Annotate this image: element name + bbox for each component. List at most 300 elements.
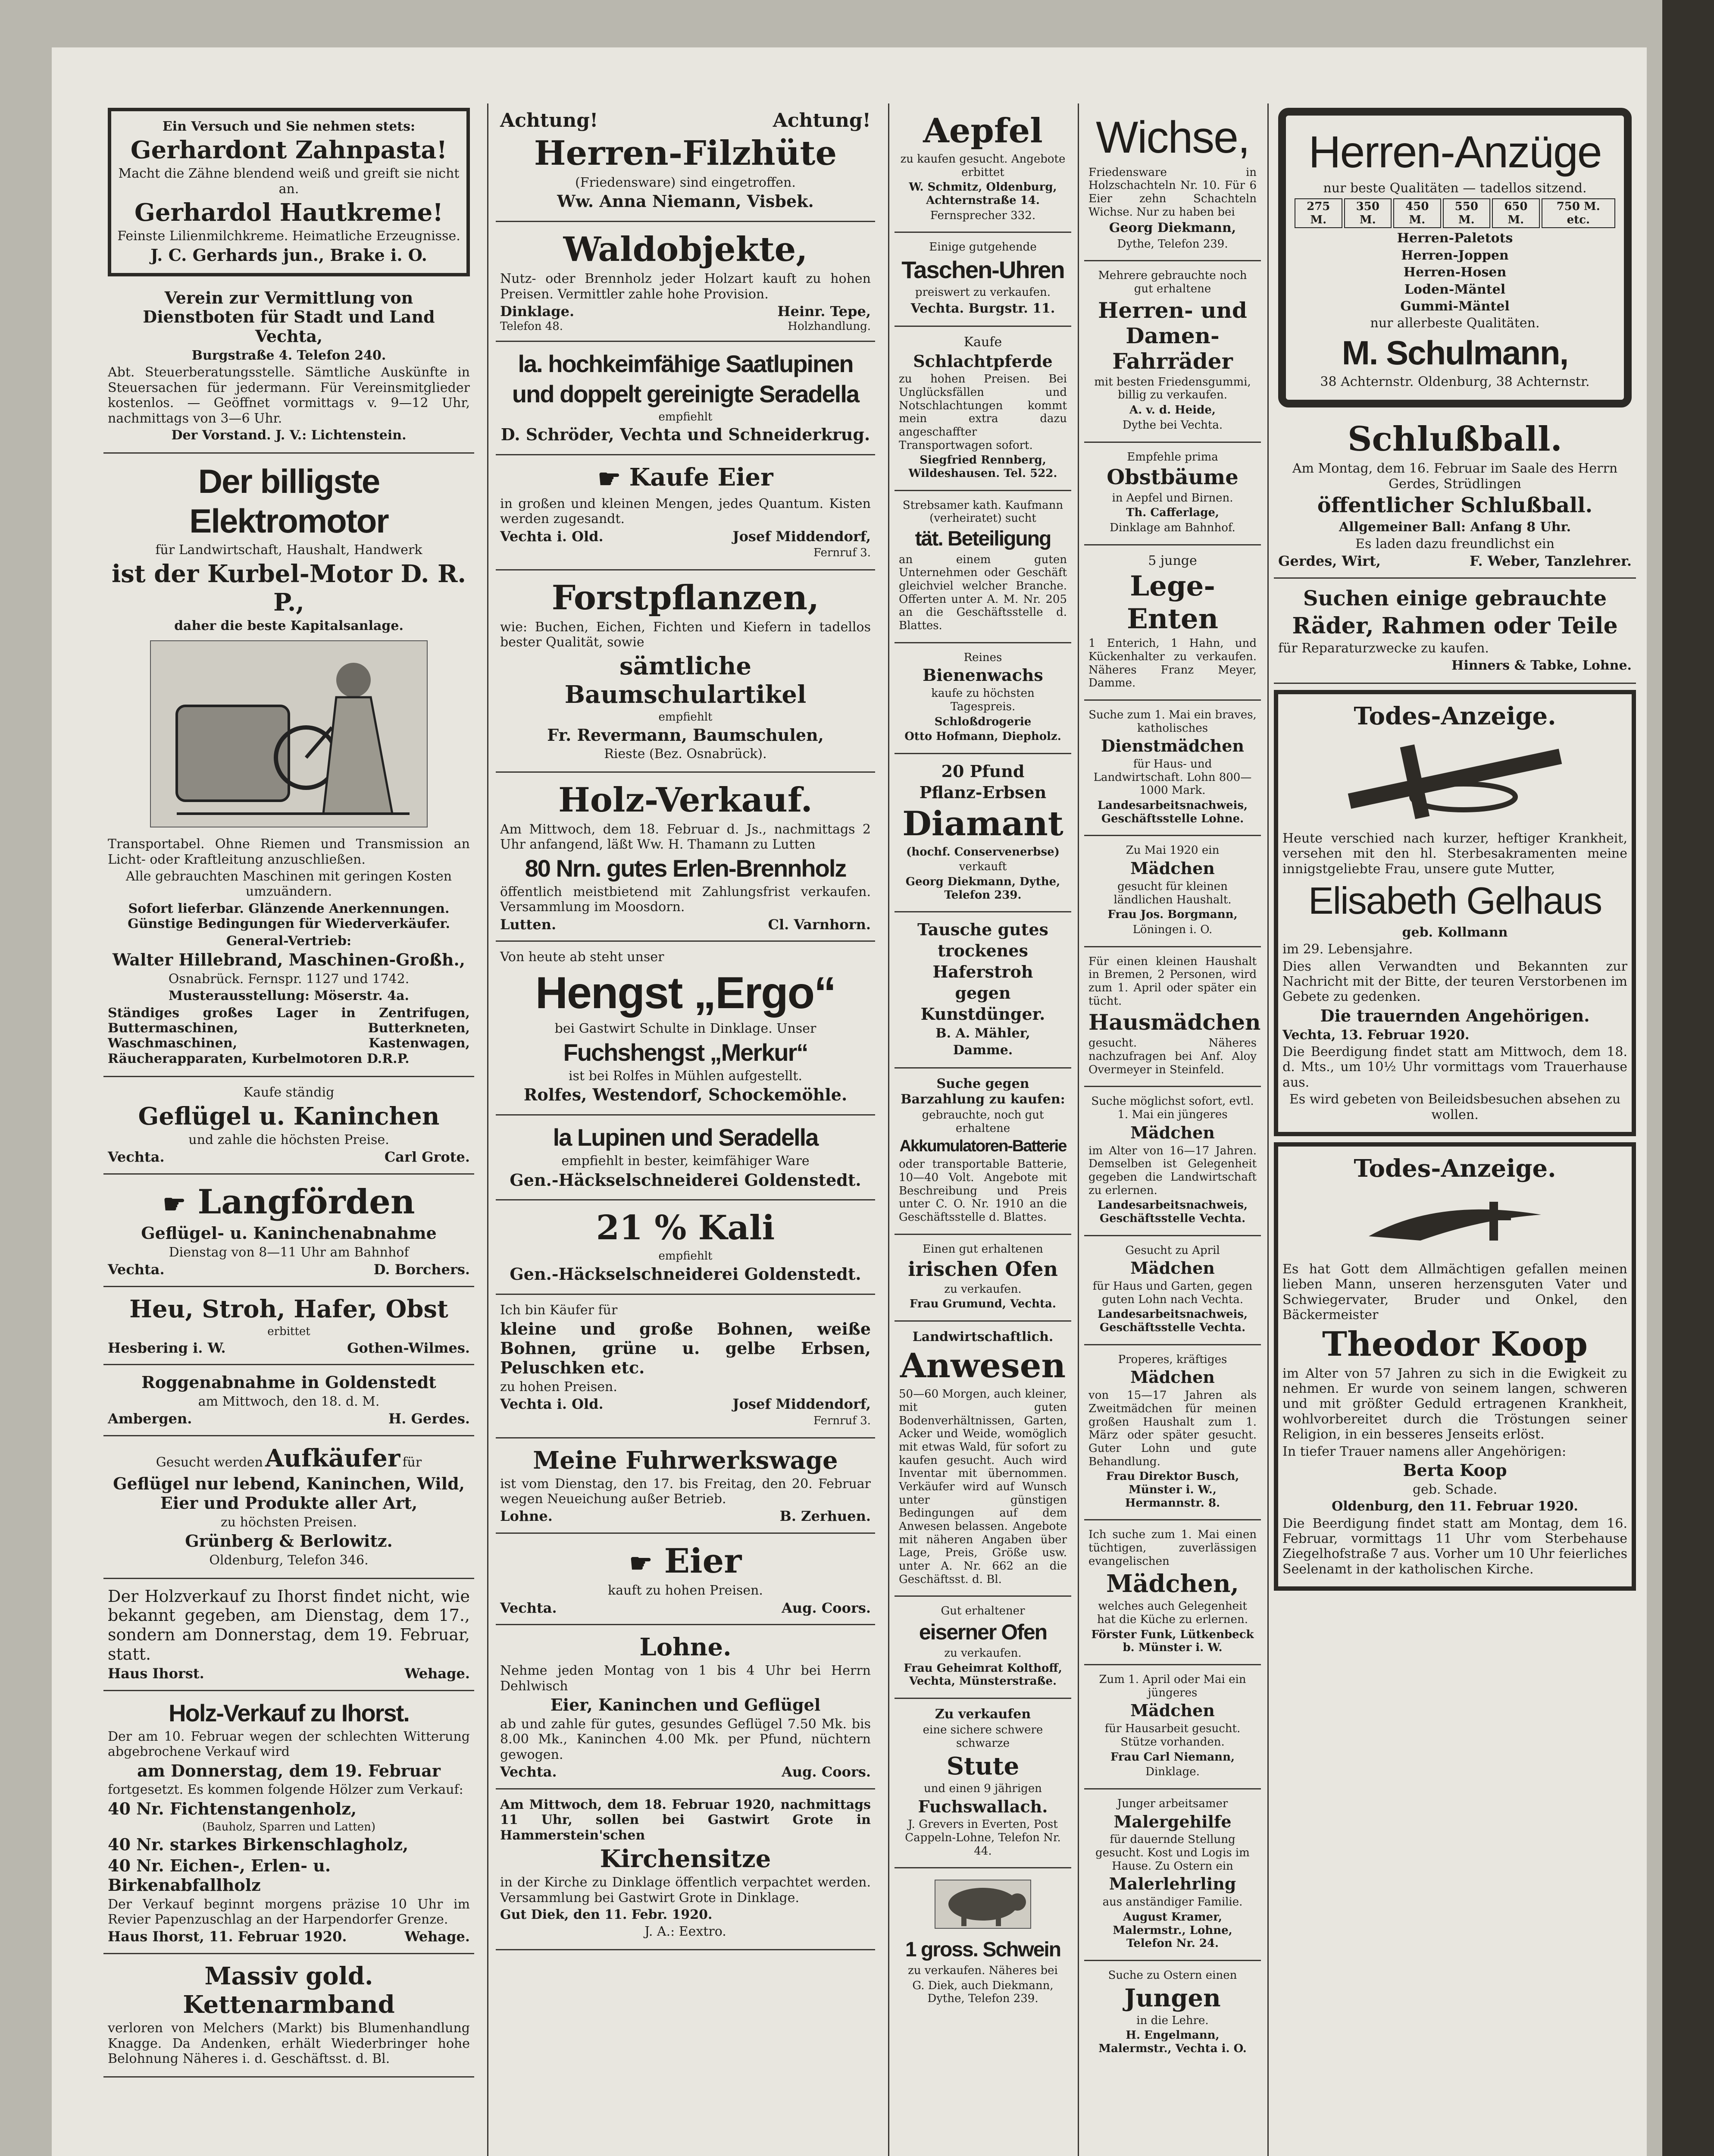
ad-text: Feinste Lilienmilchkreme. Heimatliche Erzeugnisse. [117,229,460,244]
ad-headline: Holz-Verkauf. [558,780,813,820]
ad-text: welches auch Gelegenheit hat die Küche zu erlernen. [1097,1600,1248,1626]
ad-text: Von heute ab steht unser [500,950,664,965]
ad-firm: Josef Middendorf, [732,528,871,545]
ad-headline: Lohne. [639,1633,732,1662]
ad-text: General-Vertrieb: [226,933,352,949]
ad-raeder-rahmen [1274,579,1636,684]
ad-text: am Donnerstag, dem 19. Februar [137,1761,441,1780]
ad-firm: Otto Hofmann, Diepholz. [904,730,1061,743]
ad-headline: la. hochkeimfähige Saatlupinen [518,350,853,378]
ad-waldobjekte [496,222,875,342]
ad-text: (Bauholz, Sparren und Latten) [202,1820,375,1833]
ad-wichse [1084,103,1261,261]
ad-text: im 29. Lebensjahre. [1282,942,1413,957]
ad-headline: Massiv gold. Kettenarmband [183,1962,395,2019]
ad-headline: Lege-Enten [1126,570,1219,635]
ad-text: Am Montag, dem 16. Februar im Saale des Herrn Gerdes, Strüdlingen [1292,461,1618,492]
motor-woman-illustration [150,640,428,827]
ad-headline: Meine Fuhrwerkswage [533,1446,838,1475]
ad-text: (Friedensware) sind eingetroffen. [575,175,796,190]
ad-text: Zu verkaufen [935,1707,1031,1722]
pointing-hand-icon: ☛ [629,1548,653,1579]
ad-headline: Aepfel [923,111,1043,150]
ad-text: Eier, Kaninchen und Geflügel [550,1695,821,1715]
ad-text: kleine und große Bohnen, weiße Bohnen, grüne u. gelbe Erbsen, Peluschken etc. [500,1319,871,1377]
ad-place: Vechta. [500,1764,557,1780]
ad-headline: Räder, Rahmen oder Teile [1292,612,1618,639]
page-edge-shadow [1662,0,1714,2156]
ad-headline: la Lupinen und Seradella [553,1124,818,1151]
ad-headline: Jungen [1124,1984,1221,2012]
ad-place: Vechta. [500,1599,557,1616]
ad-text: zu verkaufen. [944,1647,1022,1660]
ad-text: für Landwirtschaft, Haushalt, Handwerk [155,542,422,558]
ad-headline: ist der Kurbel-Motor D. R. P., [111,559,466,617]
ad-lege-enten [1084,545,1261,701]
ad-text: Fernruf 3. [813,546,871,560]
ad-place: Vechta. [108,1261,165,1278]
ad-firm: W. Schmitz, Oldenburg, Achternstraße 14. [909,181,1057,207]
ad-firm: Fr. Revermann, Baumschulen, [547,725,824,745]
ad-bohnen-kaeufer [496,1295,875,1438]
ad-text: Löningen i. O. [1132,923,1213,936]
ad-firm: Förster Funk, Lütkenbeck b. Münster i. W. [1091,1628,1254,1655]
ad-maedchen-busch [1084,1345,1261,1521]
ad-schlussball [1274,412,1636,579]
ad-text: Gut Diek, den 11. Febr. 1920. [500,1907,713,1922]
ad-headline: Diamant [902,804,1063,843]
ad-firm: Vechta. Burgstr. 11. [910,301,1055,316]
ad-firm: Frau Jos. Borgmann, [1107,908,1238,921]
ad-text: Oldenburg, den 11. Februar 1920. [1332,1499,1578,1514]
ad-place: Dinklage. [500,303,575,320]
ad-text: ab und zahle für gutes, gesundes Geflügel 7.50 Mk. bis 8.00 Mk., Kaninchen 4.00 Mk. per Pfund, nüchtern gewogen. [500,1717,871,1762]
ad-text: 1 Enterich, 1 Hahn, und Kückenhalter zu verkaufen. Näheres Franz Meyer, Damme. [1088,637,1257,690]
ad-text: Ständiges großes Lager in Zentrifugen, Buttermaschinen, Butterkneten, Waschmaschinen, Kastenwagen, Räucherapparaten, Kurbelmotoren D.R.P. [108,1005,470,1066]
ad-text: wie: Buchen, Eichen, Fichten und Kiefern in tadellos bester Qualität, sowie [500,620,871,650]
ad-text: Der Verkauf beginnt morgens präzise 10 Uhr im Revier Papenzuschlag an der Harpendorfer Grenze. [108,1896,470,1927]
ad-list-item: Herren-Joppen [1401,248,1509,263]
ad-text: Die Beerdigung findet statt am Montag, dem 16. Februar, vormittags 11 Uhr vom Sterbehause Ziegelhofstraße 7 aus. Vorher um 10 Uhr feierliches Seelenamt in der katholischen Kirche. [1282,1516,1627,1577]
ad-aepfel [895,103,1071,233]
ad-text: gebrauchte, noch gut erhaltene [922,1109,1044,1135]
ad-forstpflanzen [496,570,875,773]
ad-text: empfiehlt [658,410,713,423]
ad-text: Ich bin Käufer für [500,1302,618,1318]
ad-headline: 80 Nrn. gutes Erlen-Brennholz [525,854,846,882]
price-tag: 275 M. [1295,198,1342,228]
ad-place: Vechta i. Old. [500,1396,604,1413]
ad-headline: Forstpflanzen, [551,578,819,617]
ad-firm: Rolfes, Westendorf, Schockemöhle. [523,1085,848,1105]
ad-firm: Josef Middendorf, [732,1396,871,1413]
ad-text: gegen [955,983,1011,1003]
ad-headline: Herren- und Damen-Fahrräder [1098,297,1247,374]
ad-text: Osnabrück. Fernspr. 1127 und 1742. [168,971,410,987]
ad-list-item: 40 Nr. starkes Birkenschlagholz, [108,1835,409,1855]
ad-headline: Verein zur Vermittlung von Dienstboten für Stadt und Land Vechta, [143,288,435,346]
ad-text: Die trauernden Angehörigen. [1320,1006,1590,1025]
ad-firm: Grünberg & Berlowitz. [185,1531,393,1551]
ad-text: aus anständiger Familie. [1102,1896,1243,1909]
ad-text: für Haus und Garten, gegen guten Lohn nach Vechta. [1092,1280,1253,1306]
ad-text: nur allerbeste Qualitäten. [1370,316,1540,331]
ad-headline: Schlachtpferde [913,351,1053,371]
column-rule [487,103,488,2156]
ad-holzverkauf-notice [103,1579,474,1691]
ad-text: Mehrere gebrauchte noch gut erhaltene [1098,269,1247,296]
ad-firm: Frau Grumund, Vechta. [910,1297,1056,1311]
ad-firm: Landesarbeitsnachweis, Geschäftsstelle Lohne. [1097,799,1248,825]
ad-headline: Gerhardol Hautkreme! [134,198,443,227]
ad-text: Fernsprecher 332. [930,209,1036,222]
column-5 [1274,103,1636,1597]
ad-firm: Gen.-Häckselschneiderei Goldenstedt. [510,1264,861,1284]
ad-text: in Aepfel und Birnen. [1112,491,1233,505]
ad-text: erbittet [267,1325,310,1338]
ad-headline: Hengst „Ergo“ [535,968,836,1018]
ad-text: zu hohen Preisen. Bei Unglücksfällen und Notschlachtungen kommt mein extra dazu angeschaffter Transportwagen sofort. [899,373,1067,452]
ad-text: Telefon 48. [500,320,563,333]
ad-list-item: Loden-Mäntel [1404,282,1506,297]
ad-text: Schloßdrogerie [934,715,1032,728]
ad-text: Für einen kleinen Haushalt in Bremen, 2 Personen, wird zum 1. April oder später ein tücht. [1088,955,1257,1008]
ad-headline: Achtung! [500,110,598,132]
ad-text: Tausche gutes [917,920,1048,940]
ad-headline: Haferstroh [932,962,1033,982]
ad-text: verkauft [959,860,1007,874]
ad-text: Einen gut erhaltenen [923,1242,1043,1256]
ad-text: für Haus- und Landwirtschaft. Lohn 800—1000 Mark. [1093,758,1252,797]
price-tag: 750 M. etc. [1542,198,1615,228]
ad-text: Ich suche zum 1. Mai einen tüchtigen, zuverlässigen evangelischen [1088,1528,1257,1568]
ad-list-item: Herren-Paletots [1397,231,1513,246]
ad-place: Lohne. [500,1508,553,1525]
ad-firm: Gen.-Häckselschneiderei Goldenstedt. [510,1170,861,1190]
ad-text: verloren von Melchers (Markt) bis Blumenhandlung Knagge. Da Andenken, erhält Wiederbringer hohe Belohnung Näheres i. d. Geschäftsst. d. Bl. [108,2021,470,2067]
ad-obstbaeume [1084,443,1261,545]
ad-firm: H. Gerdes. [388,1410,470,1427]
ad-text: Der Holzverkauf zu Ihorst findet nicht, wie bekannt gegeben, am Dienstag, dem 17., sondern am Donnerstag, dem 19. Februar, statt. [108,1586,470,1664]
ad-text: zu verkaufen. [944,1282,1022,1296]
ad-text: Abt. Steuerberatungsstelle. Sämtliche Auskünfte in Steuersachen für jedermann. Für Vereinsmitglieder kostenlos. — Geöffnet vormittags v. 9—12 Uhr, nachmittags von 3—6 Uhr. [108,365,470,426]
ad-firm: Heinr. Tepe, [777,303,871,320]
ad-text: Properes, kräftiges [1118,1353,1227,1366]
ad-text: von 15—17 Jahren als Zweitmädchen für meinen großen Haushalt zum 1. März oder später gesucht. Guter Lohn und gute Behandlung. [1088,1389,1257,1468]
ad-text: Damme. [953,1042,1013,1058]
ad-headline: Mädchen [1130,859,1215,878]
ad-text: Musterausstellung: Möserstr. 4a. [169,988,409,1004]
ad-headline: Schlußball. [1348,420,1562,459]
ad-text: 38 Achternstr. Oldenburg, 38 Achternstr. [1320,374,1590,389]
ad-text: Suche zu Ostern einen [1108,1968,1237,1982]
obituary-heading: Todes-Anzeige. [1354,1154,1556,1183]
ad-firm: F. Weber, Tanzlehrer. [1470,553,1632,570]
ad-text: Holzhandlung. [788,320,871,333]
cross-wreath-icon [1334,736,1576,823]
column-1 [103,103,474,2078]
ad-irischer-ofen [895,1235,1071,1322]
ad-text: Kaufe ständig [243,1085,335,1100]
ad-firm: Aug. Coors. [782,1764,871,1780]
ad-text: zu höchsten Preisen. [220,1514,357,1530]
ad-text: Dythe bei Vechta. [1122,418,1223,432]
ad-text: Nutz- oder Brennholz jeder Holzart kauft zu hohen Preisen. Vermittler zahle hohe Provision. [500,271,871,302]
ad-text: kauft zu hohen Preisen. [608,1583,763,1598]
ad-firm: Walter Hillebrand, Maschinen-Großh., [113,950,465,969]
ad-firm: Landesarbeitsnachweis, Geschäftsstelle Vechta. [1097,1199,1248,1225]
ad-text: empfiehlt [658,710,713,724]
ad-headline: Mädchen, [1106,1570,1239,1598]
ad-text: in die Lehre. [1136,2014,1209,2027]
ad-firm: Cl. Varnhorn. [768,916,871,933]
ad-maedchen-borgmann [1084,836,1261,947]
ad-stute [895,1699,1071,1868]
ad-place: Vechta. [108,1149,165,1166]
ad-akkumulatoren [895,1069,1071,1235]
ad-place: Hesbering i. W. [108,1339,226,1356]
ad-headline: Eier [664,1542,742,1581]
ad-firm: Georg Diekmann, Dythe, Telefon 239. [905,875,1060,902]
ad-text: Rieste (Bez. Osnabrück). [604,746,767,762]
ad-heu-stroh [103,1287,474,1366]
ad-text: empfiehlt [658,1250,713,1263]
ad-text: Transportabel. Ohne Riemen und Transmission an Licht- oder Kraftleitung anzuschließen. [108,837,470,867]
ad-maedchen-funk [1084,1520,1261,1665]
ad-headline: Geflügel u. Kaninchen [138,1102,440,1131]
ad-headline: Pflanz-Erbsen [919,782,1047,802]
ad-headline: sämtliche Baumschulartikel [564,652,807,709]
ad-firm: B. Zerhuen. [779,1508,871,1525]
ad-text: fortgesetzt. Es kommen folgende Hölzer zum Verkauf: [108,1782,463,1798]
ad-text: am Mittwoch, den 18. d. M. [198,1394,380,1410]
ad-text: zu verkaufen. Näheres bei [908,1964,1058,1977]
ad-text: Empfehle prima [1127,450,1218,464]
ad-firm: Landesarbeitsnachweis, Geschäftsstelle Vechta. [1097,1308,1248,1335]
column-rule [1267,103,1269,2156]
ad-headline: Kunstdünger. [920,1004,1045,1024]
ad-holzverkauf-ihorst [103,1691,474,1955]
ad-fuhrwerkswage [496,1438,875,1534]
ad-maedchen-niemann [1084,1665,1261,1789]
ad-langfoerden [103,1175,474,1287]
ad-bienenwachs [895,643,1071,754]
ad-firm: J. C. Gerhards jun., Brake i. O. [150,245,427,265]
ad-headline: Waldobjekte, [563,230,808,270]
deceased-name: Theodor Koop [1322,1324,1588,1364]
ad-text: für [402,1455,422,1470]
ad-text: Gesucht zu April [1125,1244,1220,1257]
ad-firm: J. Grevers in Everten, Post Cappeln-Lohne, Telefon Nr. 44. [905,1818,1061,1858]
ad-text: und zahle die höchsten Preise. [188,1132,389,1147]
ad-gerhardont [108,108,470,276]
ad-headline: Achtung! [773,110,871,132]
ad-place: Haus Ihorst, 11. Februar 1920. [108,1928,347,1945]
ad-list-item: Herren-Hosen [1403,265,1507,280]
ad-headline: Obstbäume [1107,465,1239,490]
ad-kettenarmband [103,1954,474,2077]
ad-text: in der Kirche zu Dinklage öffentlich verpachtet werden. Versammlung bei Gastwirt Grote in Dinklage. [500,1875,871,1905]
ad-list-item: Gummi-Mäntel [1400,299,1510,314]
ad-text: im Alter von 16—17 Jahren. Demselben ist Gelegenheit gegeben die Landwirtschaft zu erlernen. [1088,1144,1257,1197]
ad-maedchen-garten [1084,1236,1261,1345]
ad-signature: J. A.: Eextro. [644,1924,726,1940]
ad-beteiligung [895,491,1071,643]
ad-text: Suche zum 1. Mai ein braves, katholisches [1088,708,1257,735]
ad-firm: Hinners & Tabke, Lohne. [1451,658,1632,673]
ad-text: empfiehlt in bester, keimfähiger Ware [561,1153,810,1169]
ad-text: ist vom Dienstag, den 17. bis Freitag, den 20. Februar wegen Neueichung außer Betrieb. [500,1476,871,1507]
ad-text: Oldenburg, Telefon 346. [209,1553,369,1568]
ad-text: an einem guten Unternehmen oder Geschäft gleichviel welcher Branche. Offerten unter A. M. Nr. 205 an die Geschäftsstelle d. Blattes. [899,553,1067,633]
ad-text: Heute verschied nach kurzer, heftiger Krankheit, versehen mit den hl. Sterbesakramenten meine innigstgeliebte Frau, unsere gute Mutter, [1282,830,1627,877]
ad-firm: Frau Direktor Busch, Münster i. W., Hermannstr. 8. [1106,1470,1239,1510]
ad-headline: Mädchen [1130,1258,1215,1278]
price-tag: 550 M. [1443,198,1491,228]
ad-text: Einige gutgehende [929,241,1037,254]
ad-text: preiswert zu verkaufen. [915,286,1051,299]
ad-text: Suche möglichst sofort, evtl. 1. Mai ein jüngeres [1091,1095,1254,1122]
ad-hausmaedchen [1084,947,1261,1087]
ad-saatlupinen [496,342,875,455]
ad-text: für dauernde Stellung gesucht. Kost und Logis im Hause. Zu Ostern ein [1095,1833,1250,1873]
ad-text: Berta Koop [1403,1460,1507,1480]
ad-headline: Dienstmädchen [1101,736,1245,756]
ad-text: Burgstraße 4. Telefon 240. [191,348,386,364]
ad-firm: M. Schulmann, [1342,333,1568,372]
ad-firm: A. v. d. Heide, [1129,404,1216,417]
ad-firm: H. Engelmann, Malermstr., Vechta i. O. [1098,2029,1247,2056]
ad-text: Junger arbeitsamer [1117,1797,1228,1810]
ad-text: gesucht für kleinen ländlichen Haushalt. [1113,880,1232,906]
ad-headline: Malerlehrling [1109,1874,1236,1894]
ad-headline: Suchen einige gebrauchte [1303,586,1607,611]
ad-headline: Kirchensitze [600,1845,771,1874]
ad-signature: Der Vorstand. J. V.: Lichtenstein. [171,427,407,443]
cross-palm-icon [1351,1189,1558,1253]
ad-firm: Frau Geheimrat Kolthoff, Vechta, Münsterstraße. [904,1661,1062,1688]
ad-text: Zu Mai 1920 ein [1126,844,1220,857]
ad-text: Am Mittwoch, dem 18. Februar d. Js., nachmittags 2 Uhr anfangend, läßt Ww. H. Thamann zu Lutten [500,821,871,852]
ad-text: 50—60 Morgen, auch kleiner, mit guten Bodenverhältnissen, Garten, Acker und Weide, womöglich mit etwas Wald, für sofort zu kaufen gesucht. Auch wird Inventar mit übernommen. Verkäufer wird auf Wunsch unter günstigen Bedingungen auf dem Anwesen belassen. Angebote mit näheren Angaben über Lage, Preis, Größe usw. unter A. Nr. 662 an die Geschäftsst. d. Bl. [899,1388,1067,1586]
ad-headline: Stute [946,1752,1020,1780]
column-4 [1084,103,1261,2065]
ad-text: öffentlich meistbietend mit Zahlungsfrist verkaufen. Versammlung im Moosdorn. [500,884,871,915]
obituary-koop [1274,1142,1636,1591]
ad-schwein [895,1868,1071,2015]
ad-text: Dies allen Verwandten und Bekannten zur Nachricht mit der Bitte, der teuren Verstorbenen im Gebete zu gedenken. [1282,959,1627,1005]
deceased-name: Elisabeth Gelhaus [1308,879,1602,922]
ad-headline: und doppelt gereinigte Seradella [512,380,859,408]
ad-holzverkauf-lutten [496,773,875,942]
ad-firm: August Kramer, Malermstr., Lohne, Telefon Nr. 24. [1113,1910,1232,1950]
ad-text: im Alter von 57 Jahren zu sich in die Ewigkeit zu nehmen. Er wurde von seinem langen, schweren und mit größter Geduld ertragenen Krankheit, wohlvorbereitet durch die Tröstungen seiner Religion, in ein besseres Jenseits erlöst. [1282,1366,1627,1442]
ad-text: 20 Pfund [941,761,1025,781]
ad-malergehilfe [1084,1789,1261,1961]
ad-kaufe-eier [496,455,875,570]
ad-headline: Der billigste Elektromotor [189,462,388,540]
ad-herren-anzuege [1278,108,1632,407]
ad-text: bei Gastwirt Schulte in Dinklage. Unser [554,1021,816,1037]
ad-firm: Carl Grote. [384,1149,470,1166]
ad-text: ist bei Rolfes in Mühlen aufgestellt. [569,1068,802,1084]
ad-headline: eiserner Ofen [919,1620,1047,1645]
ad-place: Haus Ihorst. [108,1665,204,1682]
ad-elektromotor [103,454,474,1077]
ad-firm: Aug. Coors. [782,1599,871,1616]
ad-jungen [1084,1961,1261,2065]
column-2 [496,103,875,1950]
ad-firm: G. Diek, auch Diekmann, Dythe, Telefon 239. [912,1979,1054,2006]
ad-text: Allgemeiner Ball: Anfang 8 Uhr. [1339,519,1571,535]
ad-text: Die Beerdigung findet statt am Mittwoch, dem 18. d. Mts., um 10½ Uhr vormittags vom Trauerhause aus. [1282,1044,1627,1090]
pig-icon [935,1880,1031,1929]
ad-fahrraeder [1084,261,1261,442]
ad-headline: Roggenabnahme in Goldenstedt [141,1373,436,1392]
ad-text: Friedensware in Holzschachteln Nr. 10. Für 6 Eier zehn Schachteln Wichse. Nur zu haben bei [1088,166,1257,219]
ad-text: eine sichere schwere schwarze [923,1724,1043,1750]
ad-text: für Reparaturzwecke zu kaufen. [1278,641,1489,656]
ad-place: Ambergen. [108,1410,192,1427]
ad-text: Geflügel nur lebend, Kaninchen, Wild, Eier und Produkte aller Art, [113,1474,465,1513]
ad-firm: Gerdes, Wirt, [1278,553,1381,570]
ad-text: für Hausarbeit gesucht. Stütze vorhanden. [1104,1722,1241,1749]
column-3 [895,103,1071,2015]
ad-firm: Georg Diekmann, [1109,220,1236,236]
ad-text: und einen 9 jährigen [924,1782,1042,1795]
ad-text: in großen und kleinen Mengen, jedes Quantum. Kisten werden zugesandt. [500,496,871,527]
ad-text: zu kaufen gesucht. Angebote erbittet [900,153,1066,179]
ad-text: Dinklage am Bahnhof. [1110,521,1235,535]
ad-text: geb. Schade. [1412,1482,1498,1497]
ad-list-item: 40 Nr. Fichtenstangenholz, [108,1799,357,1818]
ad-text: Der am 10. Februar wegen der schlechten Witterung abgebrochene Verkauf wird [108,1729,470,1760]
ad-headline: Fuchshengst „Merkur“ [563,1038,808,1066]
ad-text: Sofort lieferbar. Glänzende Anerkennungen. Günstige Bedingungen für Wiederverkäufer. [128,901,450,932]
ad-text: oder transportable Batterie, 10—40 Volt. Angebote mit Beschreibung und Preis unter C. O. Nr. 1910 an die Geschäftsstelle d. Blattes. [899,1158,1067,1224]
ad-text: Es hat Gott dem Allmächtigen gefallen meinen lieben Mann, unseren herzensguten Vater und Schwiegervater, Bruder und Onkel, den Bäckermeister [1282,1261,1627,1323]
ad-headline: öffentlicher Schlußball. [1317,493,1593,518]
ad-firm: Th. Cafferlage, [1126,506,1219,520]
ad-text: Nehme jeden Montag von 1 bis 4 Uhr bei Herrn Dehlwisch [500,1663,871,1694]
ad-eier-coors [496,1534,875,1625]
ad-headline: Kaufe Eier [629,463,773,492]
column-rule [888,103,889,2156]
ad-headline: Bienenwachs [923,665,1043,685]
ad-text: zu hohen Preisen. [500,1379,617,1395]
ad-headline: 1 gross. Schwein [905,1938,1061,1962]
ad-text: Vechta, 13. Februar 1920. [1282,1027,1470,1043]
ad-firm: D. Borchers. [373,1261,470,1278]
ad-schlachtpferde [895,327,1071,491]
ad-headline: irischen Ofen [908,1257,1058,1281]
ad-headline: Fuchswallach. [918,1796,1048,1816]
ad-text: Reines [963,651,1002,664]
ad-anwesen [895,1322,1071,1597]
ad-text: Gesucht werden [156,1455,263,1470]
ad-haferstroh [895,912,1071,1069]
ad-place: Vechta i. Old. [500,528,604,545]
ad-firm: Ww. Anna Niemann, Visbek. [557,191,814,211]
pointing-hand-icon: ☛ [597,464,621,494]
ad-text: trockenes [938,941,1028,961]
ad-firm: B. A. Mähler, [935,1025,1030,1041]
ad-text: nur beste Qualitäten — tadellos sitzend. [1323,180,1587,196]
ad-text: Dythe, Telefon 239. [1117,237,1228,251]
ad-text: Geflügel- u. Kaninchenabnahme [141,1223,437,1243]
ad-place: Lutten. [500,916,557,933]
ad-eiserner-ofen [895,1597,1071,1699]
